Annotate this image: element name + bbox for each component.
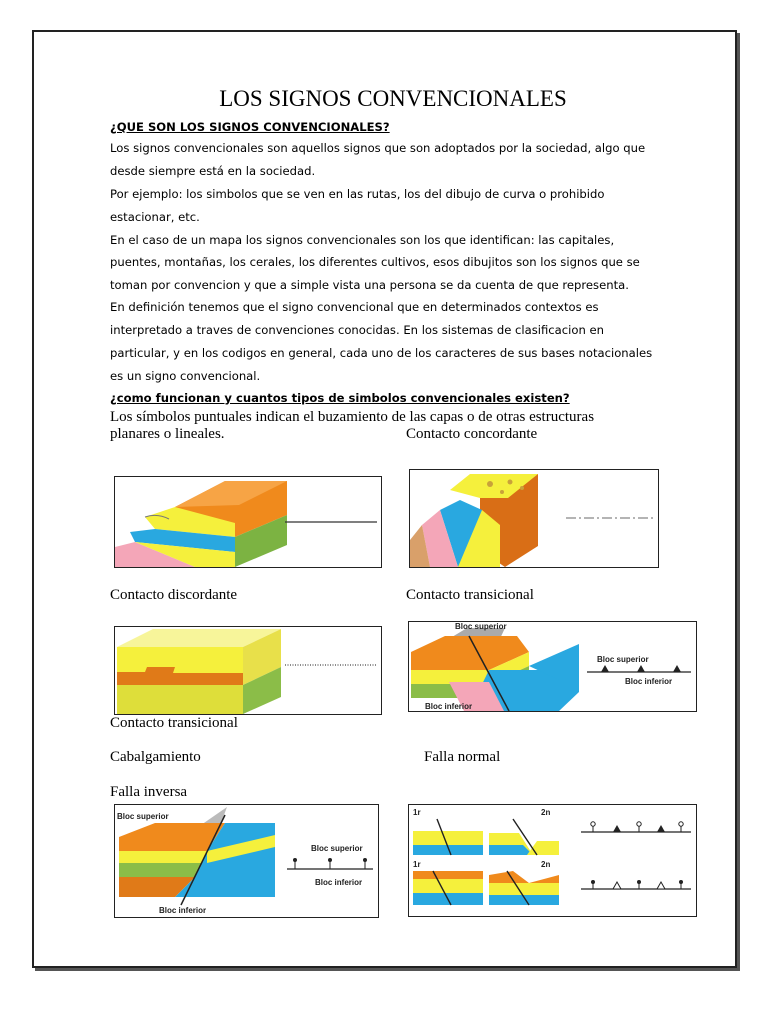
ball-post-marker-icon bbox=[591, 880, 595, 889]
paragraph-line: toman por convencion y que a simple vista una persona se da cuenta de que representa. bbox=[110, 278, 629, 292]
bloc-superior-legend-label: Bloc superior bbox=[597, 655, 649, 664]
figure-fault-steps bbox=[408, 804, 697, 917]
bloc-superior-label: Bloc superior bbox=[455, 622, 507, 631]
paragraph-line: Por ejemplo: los simbolos que se ven en las rutas, los del dibujo de curva o prohibido bbox=[110, 187, 605, 201]
label-contacto-concordante: Contacto concordante bbox=[406, 426, 538, 442]
intro-line: Los símbolos puntuales indican el buzamiento de las capas o de otras estructuras bbox=[110, 409, 595, 425]
ball-post-marker-icon bbox=[293, 858, 297, 869]
figure-reverse-fault bbox=[114, 804, 379, 918]
ball-post-marker-icon bbox=[363, 858, 367, 869]
paragraph-line: Los signos convencionales son aquellos signos que son adoptados por la sociedad, algo que bbox=[110, 141, 646, 155]
bloc-inferior-label: Bloc inferior bbox=[425, 702, 473, 711]
paragraph-line: En el caso de un mapa los signos convencionales son los que identifican: las capitales, bbox=[110, 233, 615, 247]
paragraph-line: En definición tenemos que el signo convencional que en determinados contextos es bbox=[110, 300, 599, 314]
triangle-marker-icon bbox=[673, 665, 681, 672]
paragraph-line: estacionar, etc. bbox=[110, 210, 200, 224]
paragraph-line: es un signo convencional. bbox=[110, 369, 261, 383]
paragraph-line: particular, y en los codigos en general, cada uno de los caracteres de sus bases notacionales bbox=[110, 346, 653, 360]
figure-discordant-contact bbox=[114, 626, 382, 715]
paragraph-line: puentes, montañas, los cerales, los diferentes cultivos, esos dibujitos son los signos que se bbox=[110, 255, 640, 269]
hollow-triangle-marker-icon bbox=[613, 882, 621, 889]
triangle-marker-icon bbox=[637, 665, 645, 672]
paragraph-line: interpretado a traves de convenciones conocidas. En los sistemas de clasificacion en bbox=[110, 323, 604, 337]
ball-post-marker-icon bbox=[328, 858, 332, 869]
label-cabalgamiento: Cabalgamiento bbox=[110, 749, 201, 765]
label-falla-normal: Falla normal bbox=[424, 749, 501, 765]
paragraph-line: desde siempre está en la sociedad. bbox=[110, 164, 316, 178]
step-label: 2n bbox=[541, 860, 551, 869]
section-heading-definition: ¿QUE SON LOS SIGNOS CONVENCIONALES? bbox=[110, 120, 390, 134]
triangle-marker-icon bbox=[601, 665, 609, 672]
figure-concordant-contact-fold bbox=[409, 469, 659, 568]
section-heading-types: ¿como funcionan y cuantos tipos de simbolos convencionales existen? bbox=[110, 391, 570, 405]
page-title: LOS SIGNOS CONVENCIONALES bbox=[219, 86, 567, 111]
label-falla-inversa: Falla inversa bbox=[110, 784, 188, 800]
ball-post-marker-icon bbox=[679, 880, 683, 889]
bloc-inferior-legend-label: Bloc inferior bbox=[625, 677, 673, 686]
intro-line: planares o lineales. bbox=[110, 426, 225, 442]
figure-thrust-fault bbox=[408, 621, 697, 712]
circle-post-marker-icon bbox=[591, 822, 595, 832]
label-contacto-discordante: Contacto discordante bbox=[110, 587, 238, 603]
hollow-triangle-marker-icon bbox=[657, 882, 665, 889]
bloc-superior-label: Bloc superior bbox=[117, 812, 169, 821]
bloc-inferior-legend-label: Bloc inferior bbox=[315, 878, 363, 887]
label-contacto-transicional: Contacto transicional bbox=[406, 587, 534, 603]
circle-post-marker-icon bbox=[679, 822, 683, 832]
bloc-superior-legend-label: Bloc superior bbox=[311, 844, 363, 853]
label-contacto-transicional-2: Contacto transicional bbox=[110, 715, 238, 731]
step-label: 2n bbox=[541, 808, 551, 817]
ball-post-marker-icon bbox=[637, 880, 641, 889]
figure-concordant-contact bbox=[114, 476, 382, 568]
triangle-marker-icon bbox=[657, 825, 665, 832]
bloc-inferior-label: Bloc inferior bbox=[159, 906, 207, 915]
step-label: 1r bbox=[413, 860, 421, 869]
step-label: 1r bbox=[413, 808, 421, 817]
triangle-marker-icon bbox=[613, 825, 621, 832]
circle-post-marker-icon bbox=[637, 822, 641, 832]
